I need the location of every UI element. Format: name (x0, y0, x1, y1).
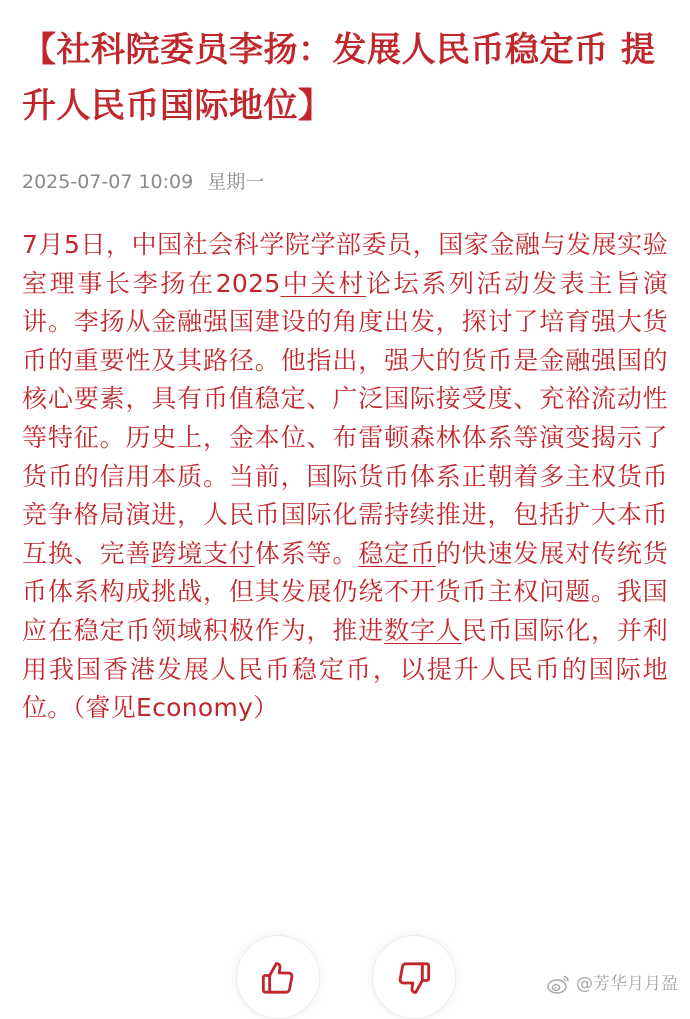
body-text-segment: 论坛系列活动发表主旨演讲。李扬从金融强国建设的角度出发，探讨了培育强大货币的重要性及其路径。他指出，强大的货币是金融强国的核心要素，具有币值稳定、广泛国际接受度、充裕流动性等特征。历史上，金本位、布雷顿森林体系等演变揭示了货币的信用本质。当前，国际货币体系正朝着多主权货币竞争格局演进，人民币国际化需持续推进，包括扩大本币互换、完善 (22, 268, 668, 568)
dislike-button[interactable] (372, 935, 456, 1019)
thumbs-up-icon (258, 958, 298, 998)
publish-weekday: 星期一 (207, 171, 265, 193)
body-text-segment: 体系等。 (254, 538, 359, 568)
watermark-text: @芳华月月盈 (576, 974, 678, 994)
thumbs-down-icon (394, 958, 434, 998)
topic-link-cross-border-payment[interactable]: 跨境支付 (151, 538, 255, 568)
body-text-segment: 7月5日，中国社会科学院学部委员，国家金融与发展实验室理事长李扬在2025 (22, 230, 668, 298)
weibo-logo-icon (546, 973, 572, 995)
body-text-segment: 的快速发展对传统货币体系构成挑战，但其发展仍绕不开货币主权问题。我国应在稳定币领域积极作为，推进 (22, 538, 669, 645)
publish-date: 2025-07-07 10:09 (22, 171, 194, 193)
topic-link-stablecoin[interactable]: 稳定币 (358, 538, 436, 568)
like-button[interactable] (236, 935, 320, 1019)
topic-link-digital-rmb[interactable]: 数字人 (384, 615, 462, 645)
topic-link-zhongguancun[interactable]: 中关村 (280, 268, 366, 298)
body-text-segment: 民币国际化，并利用我国香港发展人民币稳定币，以提升人民币的国际地位。（睿见Economy） (22, 615, 669, 723)
article-body (22, 226, 668, 728)
watermark (546, 973, 678, 995)
article-title: 【社科院委员李扬：发展人民币稳定币 提升人民币国际地位】 (22, 30, 656, 126)
publish-info (22, 168, 668, 196)
